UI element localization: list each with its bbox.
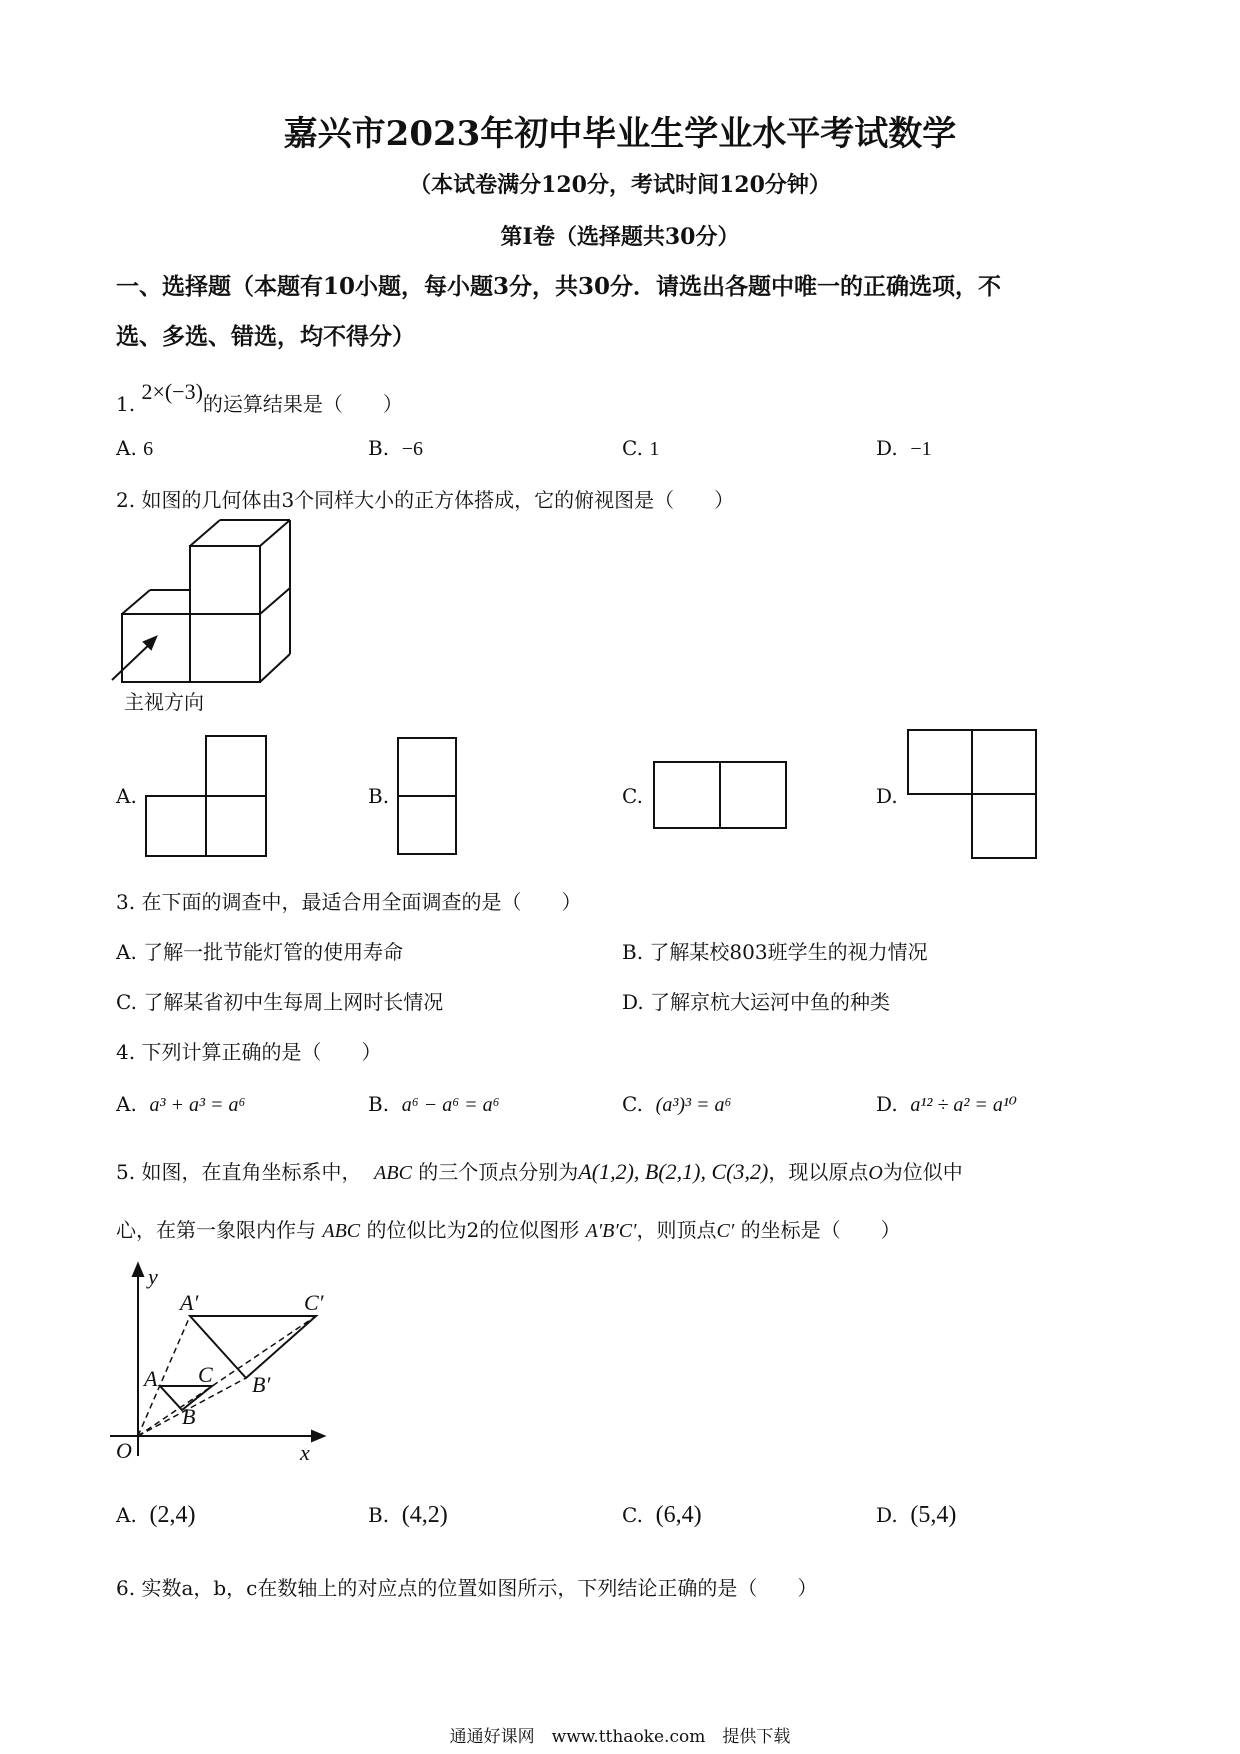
question-3: 3. 在下面的调查中，最适合用全面调查的是（ ） [116, 890, 582, 914]
q5-point-b-label: B [182, 1404, 196, 1429]
q4-option-d: D. a¹² ÷ a² = a¹⁰ [876, 1092, 1017, 1116]
question-5-line1: 5. 如图，在直角坐标系中， ABC 的三个顶点分别为A(1,2), B(2,1), C(3,2)，现以原点O为位似中 [116, 1159, 963, 1184]
q2-option-b-label: B. [368, 784, 390, 808]
q4-option-c: C. (a³)³ = a⁶ [622, 1092, 732, 1116]
q3-option-d: D. 了解京杭大运河中鱼的种类 [622, 990, 891, 1014]
q5-point-a-label: A [144, 1366, 158, 1391]
q5-option-b: B. (4,2) [368, 1502, 448, 1528]
exam-subtitle: （本试卷满分120分，考试时间120分钟） [409, 172, 831, 198]
page-footer: 通通好课网 www.tthaoke.com 提供下载 [449, 1727, 791, 1747]
question-6: 6. 实数a，b，c在数轴上的对应点的位置如图所示，下列结论正确的是（ ） [116, 1576, 818, 1600]
q1-option-d: D. −1 [876, 436, 932, 460]
q5-option-d: D. (5,4) [876, 1502, 957, 1528]
q5-point-b2-label: B′ [252, 1372, 271, 1397]
question-1: 1. 2×(−3)的运算结果是（ ） [116, 379, 403, 416]
q1-text: 的运算结果是（ ） [202, 392, 403, 416]
q1-option-b: B. −6 [368, 436, 424, 460]
q1-expression: 2×(−3) [141, 379, 203, 404]
q5-option-c: C. (6,4) [622, 1502, 702, 1528]
q3-option-b: B. 了解某校803班学生的视力情况 [622, 940, 928, 964]
q3-option-c: C. 了解某省初中生每周上网时长情况 [116, 990, 444, 1014]
q4-option-a: A. a³ + a³ = a⁶ [116, 1092, 246, 1116]
q2-option-c-label: C. [622, 784, 643, 808]
q1-option-c: C. 1 [622, 436, 660, 460]
q5-point-c-label: C [198, 1362, 213, 1387]
q2-option-a-label: A. [116, 784, 137, 808]
q5-option-a: A. (2,4) [116, 1502, 196, 1528]
section-heading-line1: 一、选择题（本题有10小题，每小题3分，共30分．请选出各题中唯一的正确选项，不 [116, 273, 1002, 300]
q2-option-d-label: D. [876, 784, 898, 808]
exam-title: 嘉兴市2023年初中毕业生学业水平考试数学 [283, 114, 957, 154]
question-2: 2. 如图的几何体由3个同样大小的正方体搭成，它的俯视图是（ ） [116, 488, 735, 512]
q5-origin-label: O [116, 1438, 132, 1463]
q3-option-a: A. 了解一批节能灯管的使用寿命 [116, 940, 404, 964]
q4-option-b: B. a⁶ − a⁶ = a⁶ [368, 1092, 500, 1116]
question-4: 4. 下列计算正确的是（ ） [116, 1040, 382, 1064]
q5-y-axis-label: y [148, 1264, 158, 1289]
section-heading-line2: 选、多选、错选，均不得分） [116, 323, 415, 350]
q2-figure-label: 主视方向 [124, 690, 204, 714]
q5-point-c2-label: C′ [304, 1290, 324, 1315]
q5-point-a2-label: A′ [180, 1290, 199, 1315]
question-5-line2: 心，在第一象限内作与 ABC 的位似比为2的位似图形 A′B′C′，则顶点C′ 的坐标是（ ） [116, 1218, 901, 1242]
q1-option-a: A. 6 [116, 436, 154, 460]
volume-heading: 第Ⅰ卷（选择题共30分） [500, 224, 740, 250]
q5-x-axis-label: x [300, 1440, 310, 1465]
